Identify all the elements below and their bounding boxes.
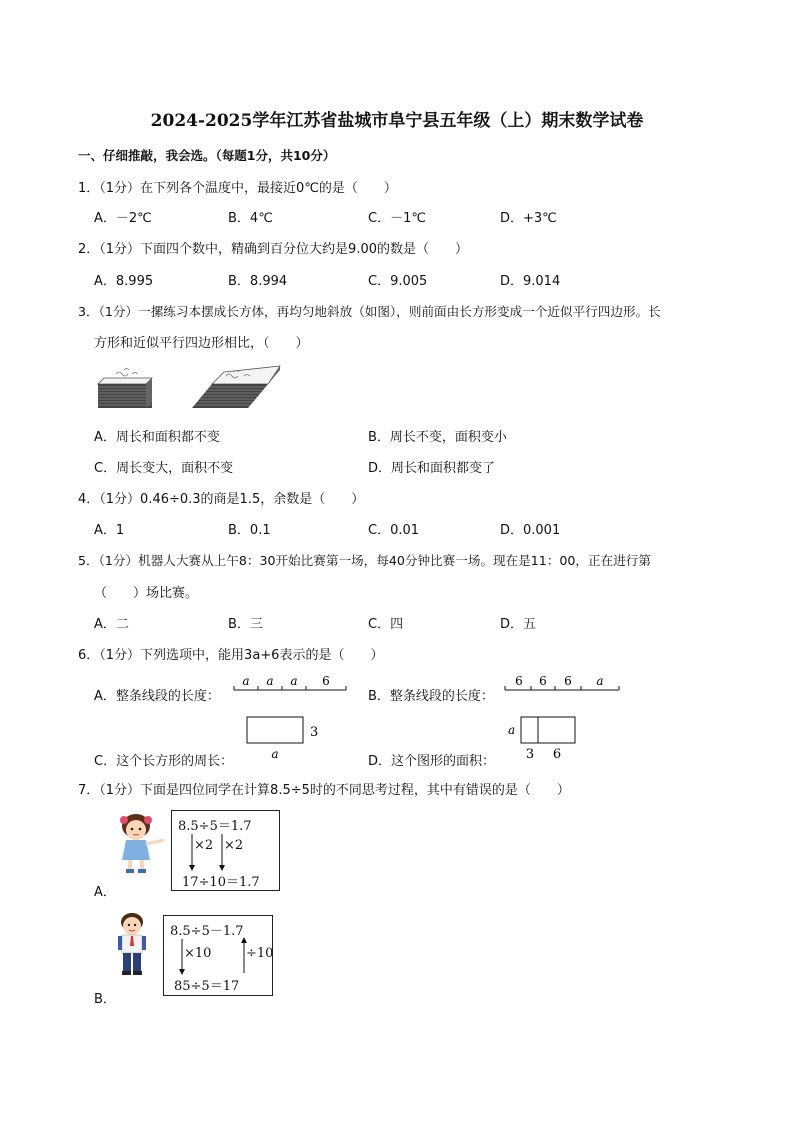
girl-illustration xyxy=(114,812,170,876)
question-1-stem: 1．（1分）在下列各个温度中，最接近0℃的是（ ） xyxy=(78,181,397,196)
boy-illustration xyxy=(114,912,154,978)
q3-option-d[interactable]: D．周长和面积都变了 xyxy=(368,461,496,476)
q5-option-c[interactable]: C．四 xyxy=(368,617,404,632)
fig-d-side-label: a xyxy=(508,723,516,737)
question-5-stem-line1: 5．（1分）机器人大赛从上午8：30开始比赛第一场，每40分钟比赛一场。现在是11：00，正在进行第 xyxy=(78,553,651,568)
seg-b-label-1: 6 xyxy=(515,674,523,688)
q4-option-d[interactable]: D．0.001 xyxy=(500,523,561,538)
q2-option-a[interactable]: A．8.995 xyxy=(94,274,154,289)
q6-option-b[interactable]: B．整条线段的长度： xyxy=(368,689,494,704)
rectangle-c-figure xyxy=(244,714,324,766)
q2-option-c[interactable]: C．9.005 xyxy=(368,274,428,289)
box-b-div-label: ÷10 xyxy=(246,946,274,961)
q1-option-a[interactable]: A．－2℃ xyxy=(94,211,152,226)
q5-option-b[interactable]: B．三 xyxy=(228,617,263,632)
seg-b-label-3: 6 xyxy=(564,674,572,688)
q2-option-d[interactable]: D．9.014 xyxy=(500,274,561,289)
box-a-mult-label-2: ×2 xyxy=(224,838,244,853)
box-b-bottom-line: 85÷5＝17 xyxy=(174,979,240,994)
box-a-top-line: 8.5÷5＝1.7 xyxy=(178,819,252,834)
seg-b-label-2: 6 xyxy=(539,674,547,688)
q3-option-c[interactable]: C．周长变大，面积不变 xyxy=(94,461,234,476)
q3-option-a[interactable]: A．周长和面积都不变 xyxy=(94,430,220,445)
question-3-stem-line1: 3．（1分）一摞练习本摆成长方体，再均匀地斜放（如图），则前面由长方形变成一个近似平行四边形。长 xyxy=(78,304,661,319)
q5-option-d[interactable]: D．五 xyxy=(500,617,537,632)
process-box-b xyxy=(163,915,273,996)
box-b-mult-label: ×10 xyxy=(184,946,212,961)
q2-option-b[interactable]: B．8.994 xyxy=(228,274,288,289)
rect-c-bottom-label: a xyxy=(271,747,279,761)
fig-d-bottom-label-2: 6 xyxy=(552,747,562,762)
q6-option-a[interactable]: A．整条线段的长度： xyxy=(94,689,220,704)
figure-d-area xyxy=(504,714,584,766)
notebook-stack-figure xyxy=(94,362,289,412)
seg-b-label-4: a xyxy=(596,674,604,688)
seg-a-label-1: a xyxy=(242,674,250,688)
fig-d-bottom-label-1: 3 xyxy=(525,747,535,762)
question-5-stem-line2: （ ）场比赛。 xyxy=(94,586,199,601)
question-3-stem-line2: 方形和近似平行四边形相比，（ ） xyxy=(94,336,309,351)
q1-option-d[interactable]: D．+3℃ xyxy=(500,211,557,226)
seg-a-label-4: 6 xyxy=(322,674,330,688)
page-title: 2024-2025学年江苏省盐城市阜宁县五年级（上）期末数学试卷 xyxy=(150,111,644,131)
box-a-bottom-line: 17÷10＝1.7 xyxy=(182,875,260,890)
q6-option-c[interactable]: C．这个长方形的周长： xyxy=(94,754,234,769)
q3-option-b[interactable]: B．周长不变，面积变小 xyxy=(368,430,507,445)
segment-a-figure xyxy=(232,672,350,696)
question-2-stem: 2．（1分）下面四个数中，精确到百分位大约是9.00的数是（ ） xyxy=(78,242,468,257)
process-box-a xyxy=(171,810,280,891)
box-b-top-line: 8.5÷5－1.7 xyxy=(170,924,244,939)
q5-option-a[interactable]: A．二 xyxy=(94,617,129,632)
straight-stack-icon xyxy=(98,369,152,409)
question-6-stem: 6．（1分）下列选项中，能用3a+6表示的是（ ） xyxy=(78,648,384,663)
section-heading: 一、仔细推敲，我会选。（每题1分，共10分） xyxy=(78,148,336,163)
q1-option-b[interactable]: B．4℃ xyxy=(228,211,273,226)
q4-option-b[interactable]: B．0.1 xyxy=(228,523,271,538)
question-4-stem: 4．（1分）0.46÷0.3的商是1.5，余数是（ ） xyxy=(78,492,365,507)
slanted-stack-icon xyxy=(192,366,280,408)
segment-b-figure xyxy=(503,672,623,696)
seg-a-label-2: a xyxy=(266,674,274,688)
q7-option-b-label[interactable]: B． xyxy=(94,992,116,1007)
q7-option-a-label[interactable]: A． xyxy=(94,885,116,900)
box-a-mult-label-1: ×2 xyxy=(194,838,214,853)
question-7-stem: 7．（1分）下面是四位同学在计算8.5÷5时的不同思考过程，其中有错误的是（ ） xyxy=(78,783,570,798)
q4-option-a[interactable]: A．1 xyxy=(94,523,125,538)
seg-a-label-3: a xyxy=(290,674,298,688)
q1-option-c[interactable]: C．－1℃ xyxy=(368,211,426,226)
rect-c-side-label: 3 xyxy=(310,725,319,740)
q4-option-c[interactable]: C．0.01 xyxy=(368,523,420,538)
q6-option-d[interactable]: D．这个图形的面积： xyxy=(368,754,496,769)
